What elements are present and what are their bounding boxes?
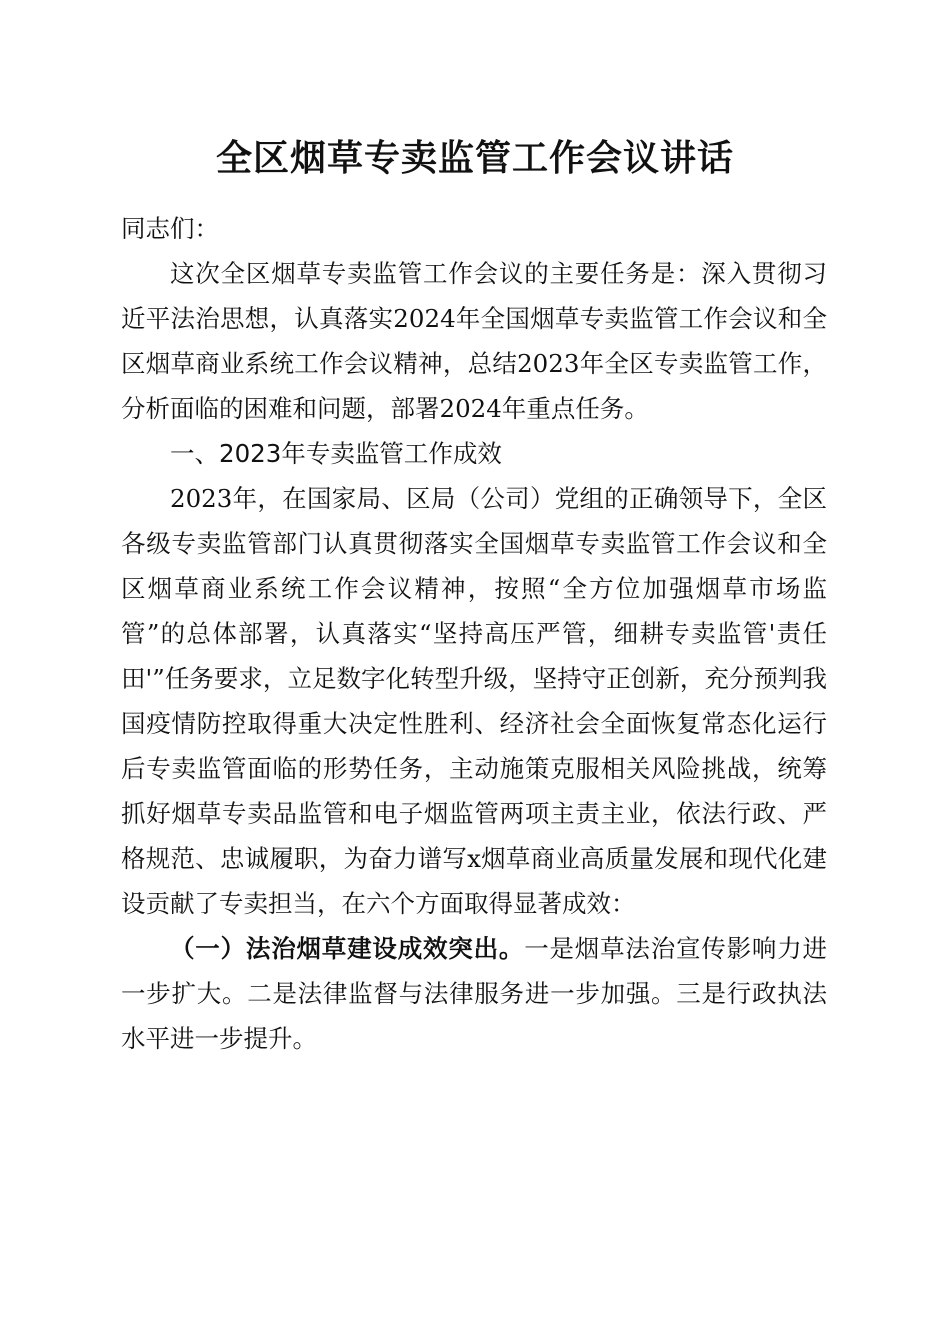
section-heading: 一、2023年专卖监管工作成效 <box>170 439 502 468</box>
subsection-body: 一是烟草法治宣传影响力进一步扩大。二是法律监督与法律服务进一步加强。三是行政执法水平进一步提升。 <box>121 934 828 1053</box>
intro-paragraph: 这次全区烟草专卖监管工作会议的主要任务是：深入贯彻习近平法治思想，认真落实2024年全国烟草专卖监管工作会议和全区烟草商业系统工作会议精神，总结2023年全区专卖监管工作，分析面临的困难和问题，部署2024年重点任务。 <box>121 259 827 423</box>
greeting: 同志们： <box>121 214 219 243</box>
subsection-lead: （一）法治烟草建设成效突出。 <box>170 934 525 963</box>
document-title: 全区烟草专卖监管工作会议讲话 <box>215 137 734 179</box>
document-body <box>121 206 827 1061</box>
section-paragraph: 2023年，在国家局、区局（公司）党组的正确领导下，全区各级专卖监管部门认真贯彻落实全国烟草专卖监管工作会议和全区烟草商业系统工作会议精神，按照“全方位加强烟草市场监管”的总体部署，认真落实“坚持高压严管，细耕专卖监管'责任田'”任务要求，立足数字化转型升级，坚持守正创新，充分预判我国疫情防控取得重大决定性胜利、经济社会全面恢复常态化运行后专卖监管面临的形势任务，主动施策克服相关风险挑战，统筹抓好烟草专卖品监管和电子烟监管两项主责主业，依法行政、严格规范、忠诚履职，为奋力谱写x烟草商业高质量发展和现代化建设贡献了专卖担当，在六个方面取得显著成效： <box>121 484 827 918</box>
subsection-paragraph <box>121 926 827 1061</box>
